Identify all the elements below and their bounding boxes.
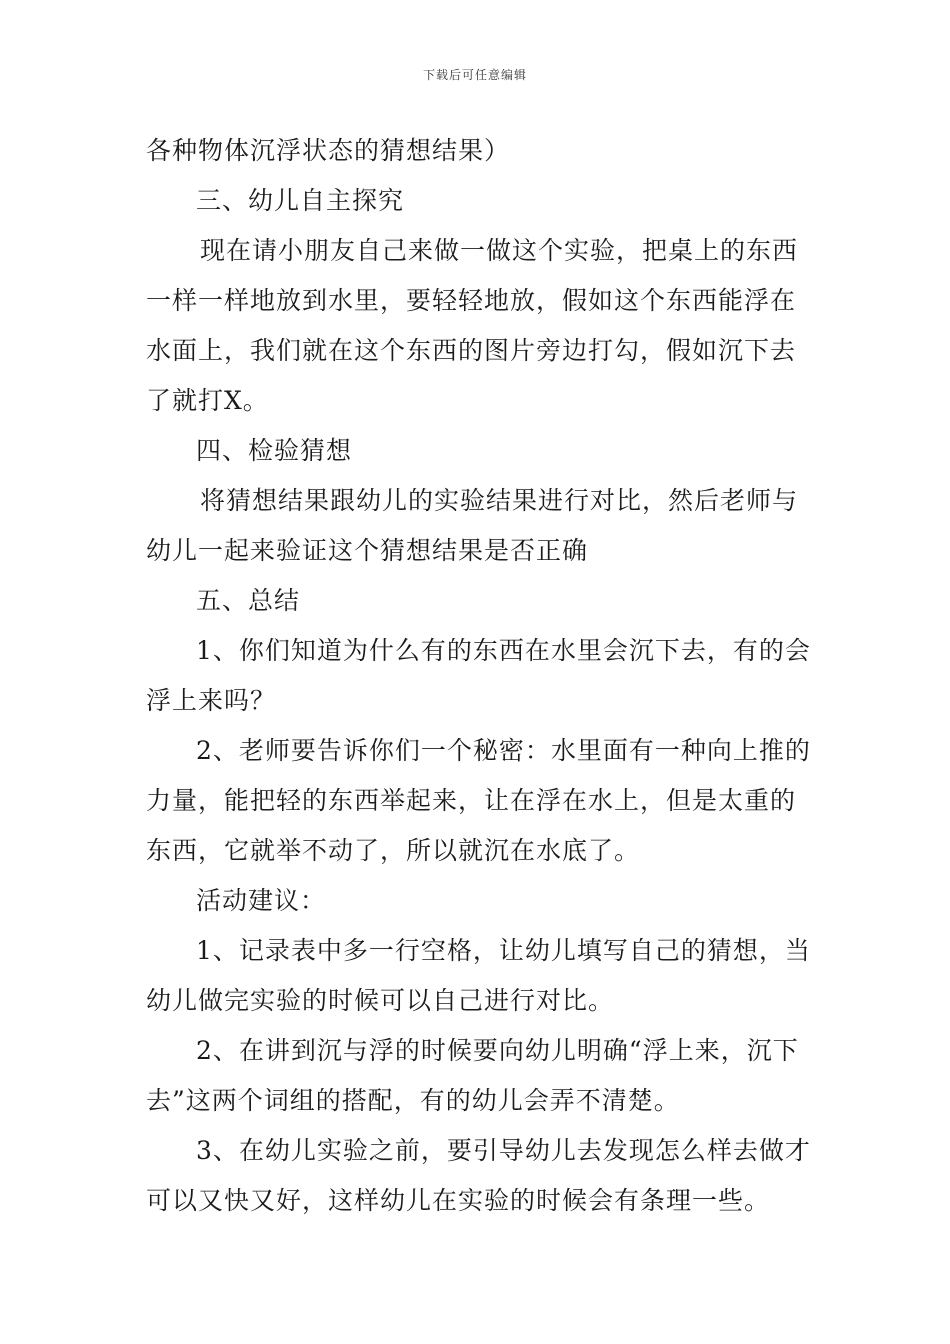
text-line: 3、在幼儿实验之前，要引导幼儿去发现怎么样去做才 — [196, 1136, 811, 1165]
text-line: 2、老师要告诉你们一个秘密：水里面有一种向上推的 — [196, 736, 811, 765]
section-heading: 活动建议： — [196, 886, 327, 915]
text-line: 1、记录表中多一行空格，让幼儿填写自己的猜想，当 — [196, 936, 811, 965]
text-line: 去”这两个词组的搭配，有的幼儿会弄不清楚。 — [146, 1086, 680, 1115]
document-body — [146, 126, 814, 1226]
text-line: 各种物体沉浮状态的猜想结果） — [146, 136, 511, 165]
text-line: 1、你们知道为什么有的东西在水里会沉下去，有的会 — [196, 636, 811, 665]
text-line: 幼儿做完实验的时候可以自己进行对比。 — [146, 986, 615, 1015]
text-line: 水面上，我们就在这个东西的图片旁边打勾，假如沉下去 — [146, 336, 797, 365]
page-header: 下载后可任意编辑 — [422, 68, 527, 82]
text-line: 幼儿一起来验证这个猜想结果是否正确 — [146, 536, 589, 565]
text-line: 了就打X。 — [146, 386, 269, 415]
text-line: 力量，能把轻的东西举起来，让在浮在水上，但是太重的 — [146, 786, 797, 815]
text-line: 将猜想结果跟幼儿的实验结果进行对比，然后老师与 — [200, 486, 799, 515]
text-line: 现在请小朋友自己来做一做这个实验，把桌上的东西 — [200, 236, 799, 265]
section-heading: 四、检验猜想 — [196, 436, 353, 465]
text-line: 可以又快又好，这样幼儿在实验的时候会有条理一些。 — [146, 1186, 771, 1215]
section-heading: 五、总结 — [196, 586, 301, 615]
text-line: 浮上来吗？ — [146, 686, 277, 715]
text-line: 一样一样地放到水里，要轻轻地放，假如这个东西能浮在 — [146, 286, 797, 315]
text-line: 2、在讲到沉与浮的时候要向幼儿明确“浮上来，沉下 — [196, 1036, 799, 1065]
text-line: 东西，它就举不动了，所以就沉在水底了。 — [146, 836, 641, 865]
section-heading: 三、幼儿自主探究 — [196, 186, 405, 215]
